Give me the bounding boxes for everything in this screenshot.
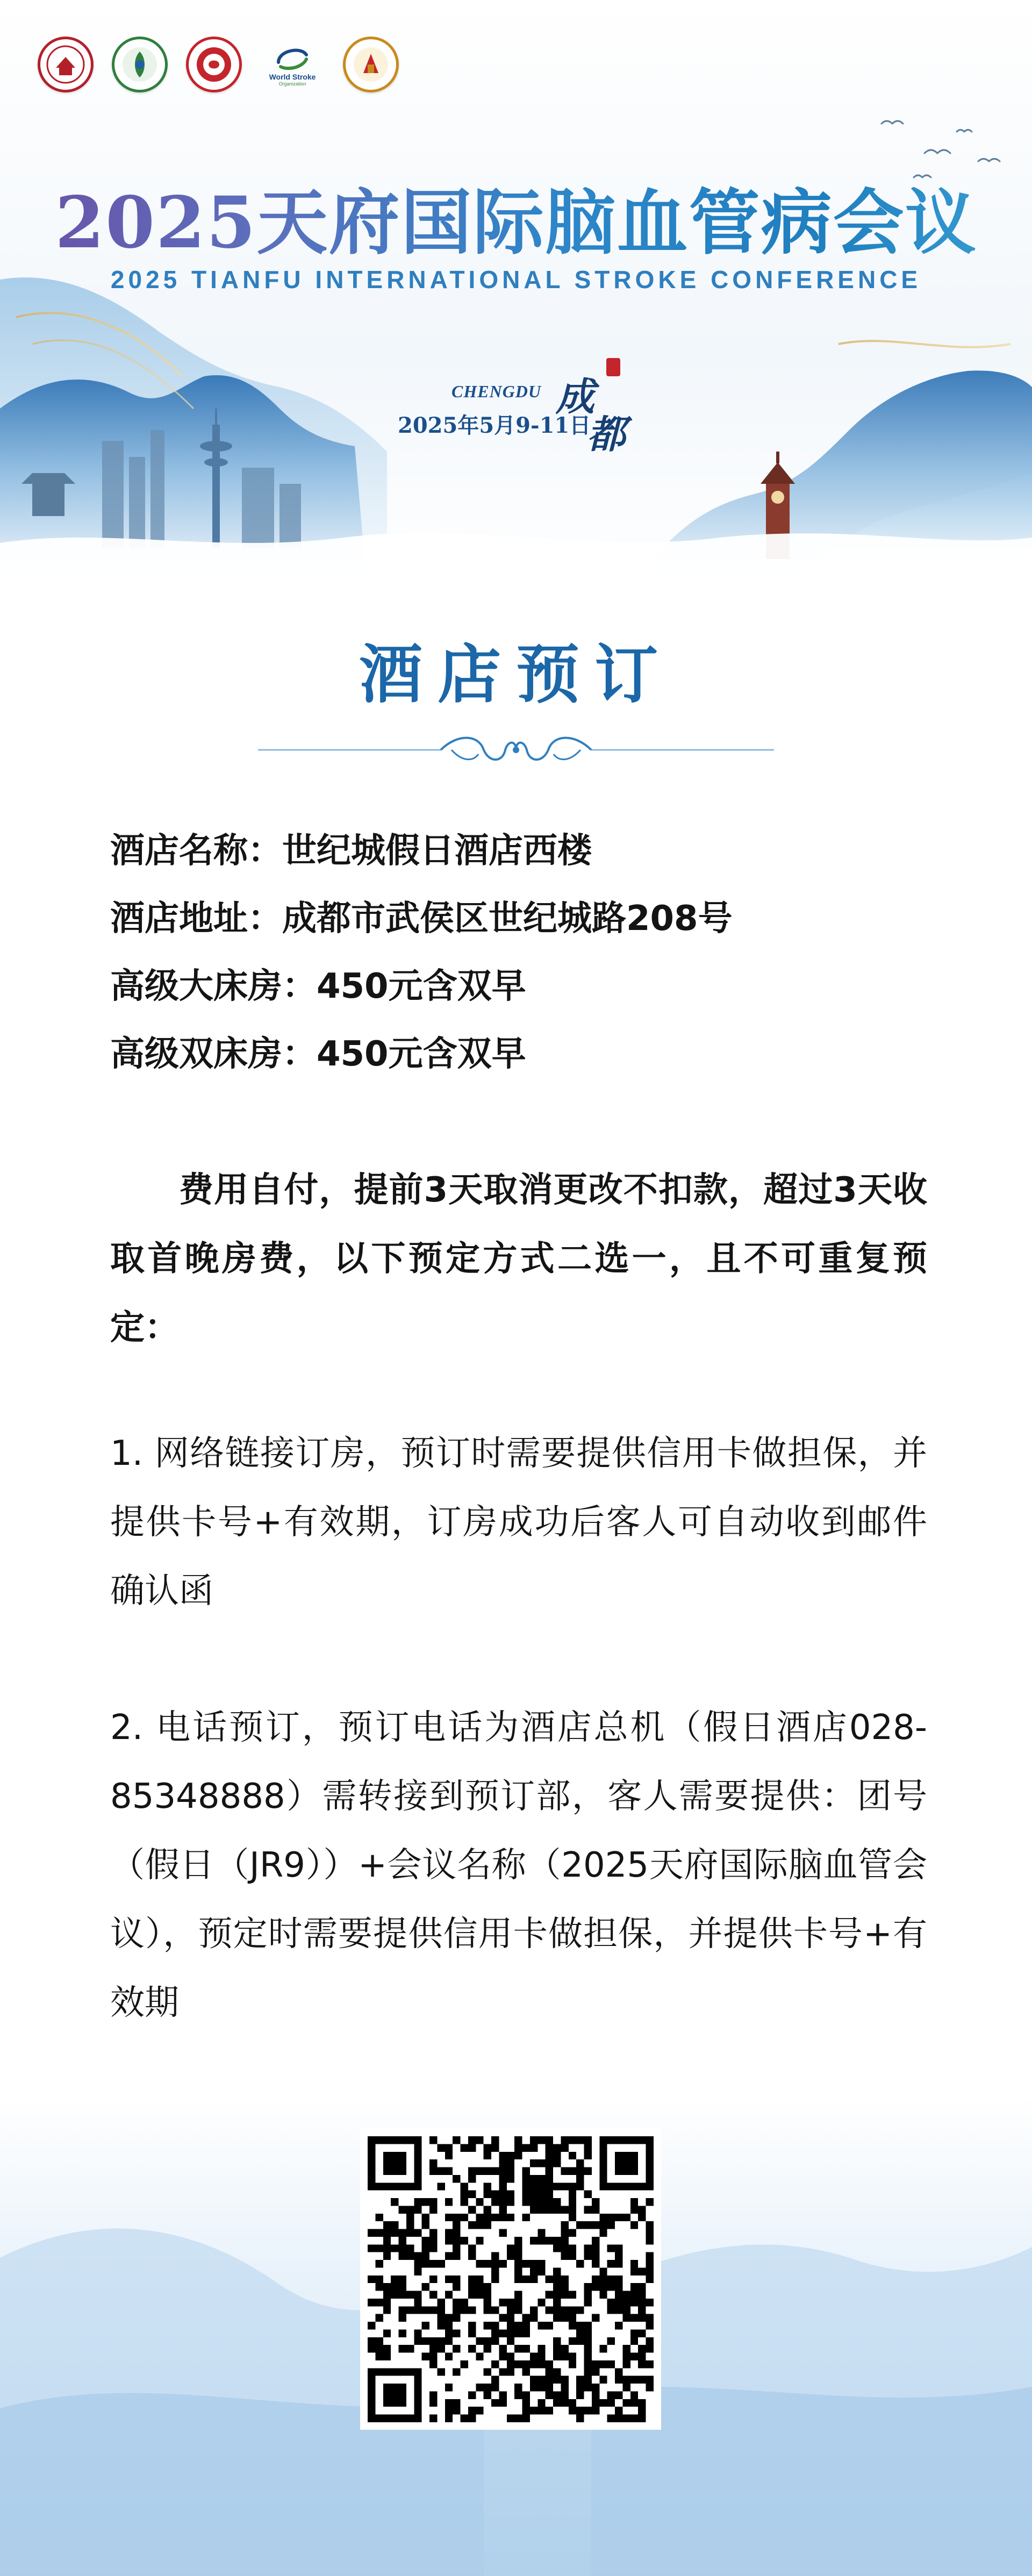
red-seal-icon: [606, 358, 620, 376]
partner-logos: [38, 37, 399, 92]
booking-policy: 费用自付，提前3天取消更改不扣款，超过3天收取首晚房费，以下预定方式二选一，且不可重复预定：: [110, 1170, 927, 1348]
king-room-price-line: 高级大床房：450元含双早: [110, 967, 526, 1006]
conference-title: 2025天府国际脑血管病会议: [0, 180, 1032, 266]
wso-logo-text: World Stroke: [269, 72, 316, 81]
conference-subtitle: 2025 TIANFU INTERNATIONAL STROKE CONFERENCE: [110, 266, 922, 294]
twin-room-price-line: 高级双床房：450元含双早: [110, 1034, 526, 1074]
hotel-info: [110, 817, 927, 1088]
city-name-english: CHENGDU: [452, 382, 542, 401]
red-society-emblem-icon: [186, 37, 242, 92]
world-stroke-organization-logo: [260, 37, 325, 92]
hotel-address-line: 酒店地址：成都市武侯区世纪城路208号: [110, 899, 733, 939]
hospital-emblem-icon: [38, 37, 94, 92]
city-char-cheng: 成: [556, 374, 595, 419]
association-emblem-icon: [112, 37, 168, 92]
city-char-du: 都: [587, 411, 626, 457]
conference-date: 2025年5月9-11日: [398, 413, 591, 438]
city-name-calligraphy: [556, 355, 631, 457]
booking-option-phone: 2. 电话预订，预订电话为酒店总机（假日酒店028-85348888）需转接到预订部，客人需要提供：团号（假日（JR9））+会议名称（2025天府国际脑血管会议），预定时需要提供信用卡做担保，并提供卡号+有效期: [110, 1708, 927, 2023]
booking-option-online: 1. 网络链接订房，预订时需要提供信用卡做担保，并提供卡号+有效期，订房成功后客人可自动收到邮件确认函: [110, 1434, 927, 1611]
qr-code-icon: [368, 2136, 654, 2422]
hotel-name-line: 酒店名称：世纪城假日酒店西楼: [110, 831, 592, 871]
booking-qr-code[interactable]: [360, 2129, 661, 2430]
tfisc-emblem-icon: [343, 37, 399, 92]
section-title: 酒店预订: [359, 637, 673, 712]
ornament-divider-icon: [258, 728, 774, 771]
wso-logo-subtext: Organization: [278, 81, 306, 87]
